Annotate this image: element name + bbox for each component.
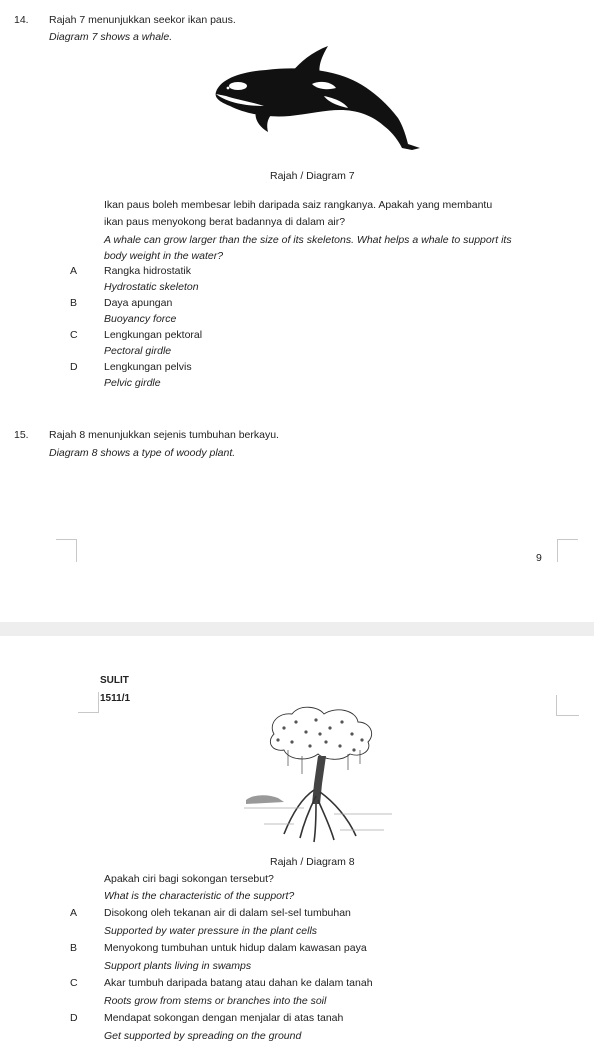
option-text-en: Hydrostatic skeleton xyxy=(104,281,199,293)
option-text-en: Buoyancy force xyxy=(104,313,177,325)
question-text-en: body weight in the water? xyxy=(104,250,224,262)
diagram-caption: Rajah / Diagram 8 xyxy=(270,856,355,868)
diagram-caption: Rajah / Diagram 7 xyxy=(270,170,355,182)
option-letter: C xyxy=(70,977,78,989)
question-number: 15. xyxy=(14,429,29,441)
option-text-en: Pelvic girdle xyxy=(104,377,161,389)
option-letter: C xyxy=(70,329,78,341)
option-letter: A xyxy=(70,265,78,277)
question-text-ms: Ikan paus boleh membesar lebih daripada saiz rangkanya. Apakah yang membantu xyxy=(104,199,493,211)
option-text-en: Supported by water pressure in the plant cells xyxy=(104,925,318,937)
question-intro-ms: Rajah 8 menunjukkan sejenis tumbuhan berkayu. xyxy=(49,429,279,441)
option-text-en: Support plants living in swamps xyxy=(104,960,252,972)
option-text-ms: Mendapat sokongan dengan menjalar di atas tanah xyxy=(104,1012,344,1024)
option-text-ms: Menyokong tumbuhan untuk hidup dalam kawasan paya xyxy=(104,942,367,954)
option-text-en: Roots grow from stems or branches into the soil xyxy=(104,995,327,1007)
question-intro-ms: Rajah 7 menunjukkan seekor ikan paus. xyxy=(49,14,236,26)
option-text-ms: Lengkungan pelvis xyxy=(104,361,192,373)
question-text-ms: Apakah ciri bagi sokongan tersebut? xyxy=(104,873,274,885)
page-header-code: 1511/1 xyxy=(100,693,131,704)
question-text-ms: ikan paus menyokong berat badannya di dalam air? xyxy=(104,216,346,228)
option-letter: D xyxy=(70,361,78,373)
mangrove-tree-illustration xyxy=(244,704,394,852)
crop-mark xyxy=(556,695,579,716)
question-text-en: A whale can grow larger than the size of its skeletons. What helps a whale to support its xyxy=(104,234,512,246)
option-text-ms: Akar tumbuh daripada batang atau dahan ke dalam tanah xyxy=(104,977,373,989)
page-number: 9 xyxy=(536,552,542,564)
option-text-en: Get supported by spreading on the ground xyxy=(104,1030,302,1042)
option-letter: B xyxy=(70,297,78,309)
option-text-ms: Daya apungan xyxy=(104,297,173,309)
crop-mark xyxy=(557,539,578,562)
page-separator xyxy=(0,622,594,636)
question-number: 14. xyxy=(14,14,29,26)
option-text-ms: Rangka hidrostatik xyxy=(104,265,191,277)
question-text-en: What is the characteristic of the support? xyxy=(104,890,295,902)
option-text-ms: Disokong oleh tekanan air di dalam sel-sel tumbuhan xyxy=(104,907,351,919)
option-letter: B xyxy=(70,942,78,954)
option-letter: D xyxy=(70,1012,78,1024)
question-intro-en: Diagram 7 shows a whale. xyxy=(49,31,173,43)
page-header-sulit: SULIT xyxy=(100,675,129,686)
crop-mark xyxy=(56,539,77,562)
crop-mark xyxy=(78,692,99,713)
option-letter: A xyxy=(70,907,78,919)
whale-illustration xyxy=(208,44,423,152)
option-text-en: Pectoral girdle xyxy=(104,345,172,357)
option-text-ms: Lengkungan pektoral xyxy=(104,329,203,341)
question-intro-en: Diagram 8 shows a type of woody plant. xyxy=(49,447,236,459)
